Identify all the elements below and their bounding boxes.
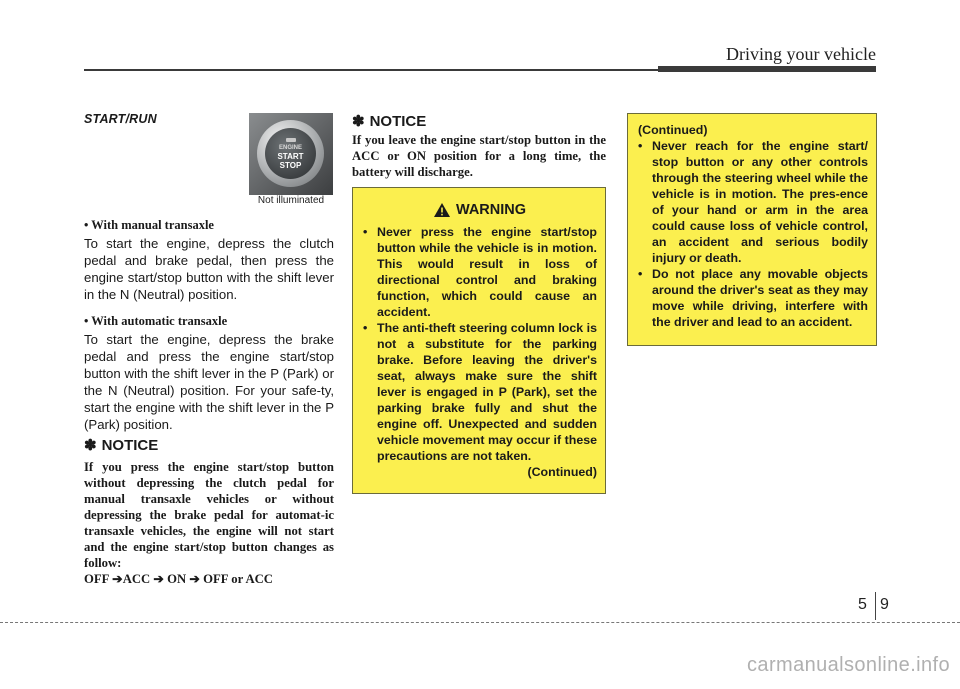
button-label-stop: STOP [279,160,302,170]
page-number-divider [875,592,876,620]
page-number: 9 [880,596,889,613]
continued-label: (Continued) [527,465,597,479]
button-label-start: START [277,151,304,161]
notice-text-middle: If you leave the engine start/stop button in the ACC or ON position for a long time, the battery will discharge. [352,133,606,179]
footer-rule [0,622,960,623]
warning-item: • Never reach for the engine start/ stop button or any other controls through the steering wheel while the vehicle is in motion. The pres-ence of your hand or arm in the area could cause loss of vehicle control, an accident and serious bodily injury or death. [638,139,868,265]
notice-heading-left [84,436,158,454]
automatic-transaxle-heading: • With automatic transaxle [84,314,228,328]
automatic-transaxle-text: To start the engine, depress the brake pedal and press the engine start/stop button with the shift lever in the P (Park) or the N (Neutral) position. For your safe-ty, start the engine with the shift lever in the P (Park) position. [84,332,334,432]
header-tab-bar [658,66,876,72]
notice-sequence: OFF ➔ACC ➔ ON ➔ OFF or ACC [84,572,273,586]
manual-transaxle-heading: • With manual transaxle [84,218,214,232]
notice-text-left [84,459,334,587]
notice-paragraph: If you press the engine start/stop button without depressing the clutch pedal for manual transaxle vehicles or without depressing the brake pedal for automat-ic transaxle vehicles, the engine will not start and the engine start/stop button changes as follow: [84,460,334,570]
section-header-title: Driving your vehicle [726,44,876,64]
warning-title: WARNING [455,202,527,218]
notice-title: NOTICE [101,436,159,454]
image-caption: Not illuminated [257,195,325,206]
warning-item: • Do not place any movable objects around the driver's seat as they may move while driving, interfere with the driver and lead to an accident. [638,267,868,329]
notice-title: NOTICE [369,112,427,130]
watermark: carmanualsonline.info [747,654,950,676]
chapter-number: 5 [858,596,867,613]
start-run-title: START/RUN [84,112,157,126]
continued-heading: (Continued) [638,123,708,137]
warning-box [352,187,606,494]
warning-item: • Never press the engine start/stop button while the vehicle is in motion. This would result in loss of directional control and braking function, which could cause an accident. [363,225,597,319]
engine-button-photo [249,113,333,195]
engine-start-stop-button-icon [265,128,316,179]
notice-star-icon: ✽ [352,113,365,130]
warning-item: • The anti-theft steering column lock is not a substitute for the parking brake. Before leaving the driver's seat, always make sure the shift lever is engaged in P (Park), set the parking brake fully and shut the engine off. Unexpected and sudden vehicle movement may occur if these precautions are not taken. [363,321,597,463]
manual-transaxle-text: To start the engine, depress the clutch pedal and brake pedal, then press the engine start/stop button with the shift lever in the N (Neutral) position. [84,236,334,302]
button-indicator-light [286,138,296,142]
notice-star-icon: ✽ [84,437,97,454]
engine-button-bezel [257,120,324,187]
warning-continued-box [627,113,877,346]
button-label-engine: ENGINE [278,144,302,151]
notice-heading-middle [352,112,426,130]
warning-triangle-icon [434,203,450,217]
warning-heading [363,202,597,218]
